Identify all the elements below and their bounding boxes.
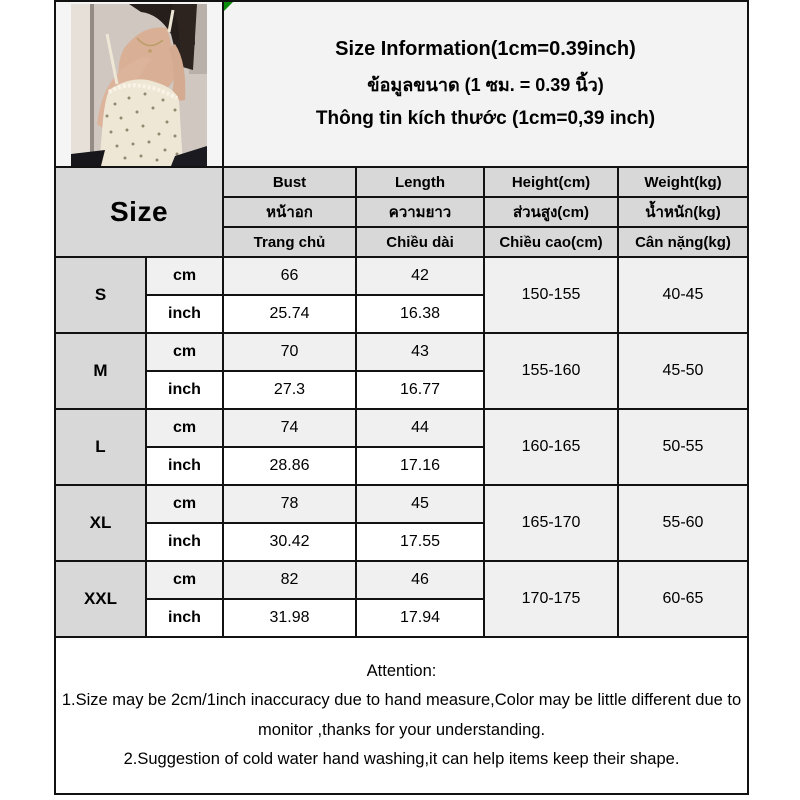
- col-header-length-en: Length: [356, 167, 484, 197]
- title-thai: ข้อมูลขนาด (1 ซม. = 0.39 นิ้ว): [367, 75, 604, 95]
- unit-label: cm: [146, 257, 223, 295]
- col-header-height-en: Height(cm): [484, 167, 618, 197]
- attention-line-2: 2.Suggestion of cold water hand washing,it can help items keep their shape.: [123, 749, 680, 768]
- table-row: [55, 485, 748, 523]
- weight-range: 40-45: [618, 257, 748, 333]
- weight-range: 55-60: [618, 485, 748, 561]
- height-range: 160-165: [484, 409, 618, 485]
- col-header-weight-th: น้ำหนัก(kg): [618, 197, 748, 227]
- bust-value: 25.74: [223, 295, 356, 333]
- green-corner-marker-icon: [224, 2, 233, 11]
- size-header: Size: [55, 167, 223, 257]
- table-row: [55, 257, 748, 295]
- bust-value: 70: [223, 333, 356, 371]
- unit-label: inch: [146, 295, 223, 333]
- length-value: 17.94: [356, 599, 484, 637]
- bust-value: 74: [223, 409, 356, 447]
- table-row: [55, 333, 748, 371]
- size-label: L: [55, 409, 146, 485]
- col-header-weight-en: Weight(kg): [618, 167, 748, 197]
- length-value: 43: [356, 333, 484, 371]
- col-header-length-vi: Chiều dài: [356, 227, 484, 257]
- col-header-bust-en: Bust: [223, 167, 356, 197]
- attention-title: Attention:: [366, 661, 437, 680]
- col-header-length-th: ความยาว: [356, 197, 484, 227]
- size-label: XXL: [55, 561, 146, 637]
- height-range: 155-160: [484, 333, 618, 409]
- length-value: 17.55: [356, 523, 484, 561]
- product-photo-cell: [55, 1, 223, 167]
- col-header-bust-th: หน้าอก: [223, 197, 356, 227]
- unit-label: cm: [146, 333, 223, 371]
- length-value: 42: [356, 257, 484, 295]
- col-header-height-vi: Chiều cao(cm): [484, 227, 618, 257]
- length-value: 45: [356, 485, 484, 523]
- unit-label: inch: [146, 371, 223, 409]
- col-header-weight-vi: Cân nặng(kg): [618, 227, 748, 257]
- col-header-bust-vi: Trang chủ: [223, 227, 356, 257]
- bust-value: 27.3: [223, 371, 356, 409]
- attention-line-1: 1.Size may be 2cm/1inch inaccuracy due to hand measure,Color may be little different due to monitor ,thanks for your understanding.: [61, 691, 742, 739]
- size-label: S: [55, 257, 146, 333]
- length-value: 17.16: [356, 447, 484, 485]
- size-label: M: [55, 333, 146, 409]
- bust-value: 78: [223, 485, 356, 523]
- title-cell: [223, 1, 748, 167]
- unit-label: inch: [146, 599, 223, 637]
- height-range: 170-175: [484, 561, 618, 637]
- table-row: [55, 561, 748, 599]
- length-value: 46: [356, 561, 484, 599]
- bust-value: 28.86: [223, 447, 356, 485]
- col-header-height-th: ส่วนสูง(cm): [484, 197, 618, 227]
- length-value: 16.38: [356, 295, 484, 333]
- table-row: [55, 409, 748, 447]
- unit-label: inch: [146, 523, 223, 561]
- weight-range: 50-55: [618, 409, 748, 485]
- title-vietnamese: Thông tin kích thước (1cm=0,39 inch): [315, 108, 656, 129]
- length-value: 16.77: [356, 371, 484, 409]
- attention-note: [55, 637, 748, 794]
- weight-range: 60-65: [618, 561, 748, 637]
- unit-label: inch: [146, 447, 223, 485]
- bust-value: 66: [223, 257, 356, 295]
- length-value: 44: [356, 409, 484, 447]
- weight-range: 45-50: [618, 333, 748, 409]
- unit-label: cm: [146, 485, 223, 523]
- size-label: XL: [55, 485, 146, 561]
- size-table: [54, 0, 749, 795]
- height-range: 150-155: [484, 257, 618, 333]
- product-photo: [71, 4, 207, 166]
- unit-label: cm: [146, 561, 223, 599]
- bust-value: 31.98: [223, 599, 356, 637]
- height-range: 165-170: [484, 485, 618, 561]
- bust-value: 30.42: [223, 523, 356, 561]
- bust-value: 82: [223, 561, 356, 599]
- title-english: Size Information(1cm=0.39inch): [335, 38, 636, 60]
- unit-label: cm: [146, 409, 223, 447]
